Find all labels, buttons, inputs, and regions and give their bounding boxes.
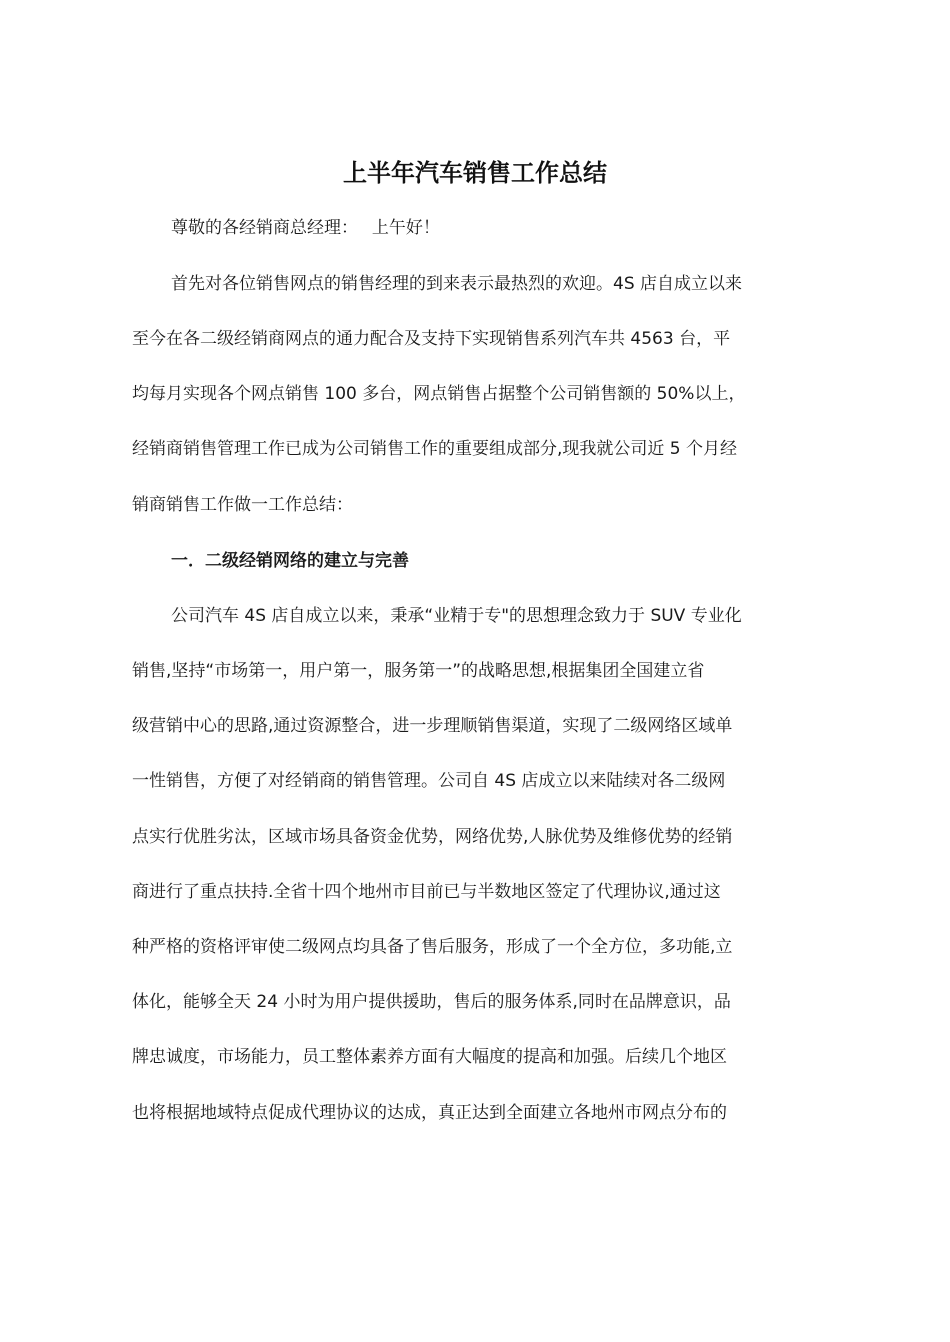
paragraph-line: 至今在各二级经销商网点的通力配合及支持下实现销售系列汽车共 4563 台，平: [132, 329, 731, 349]
paragraph-line: 首先对各位销售网点的销售经理的到来表示最热烈的欢迎。4S 店自成立以来: [171, 274, 743, 294]
paragraph-line: 销售,坚持“市场第一，用户第一，服务第一”的战略思想,根据集团全国建立省: [132, 661, 705, 681]
paragraph-line: 点实行优胜劣汰，区域市场具备资金优势，网络优势,人脉优势及维修优势的经销: [132, 827, 733, 847]
paragraph-line: 一性销售，方便了对经销商的销售管理。公司自 4S 店成立以来陆续对各二级网: [132, 771, 726, 791]
paragraph-line: 经销商销售管理工作已成为公司销售工作的重要组成部分,现我就公司近 5 个月经: [132, 439, 738, 459]
paragraph-line: 种严格的资格评审使二级网点均具备了售后服务，形成了一个全方位，多功能,立: [132, 937, 733, 957]
paragraph-line: 也将根据地域特点促成代理协议的达成，真正达到全面建立各地州市网点分布的: [132, 1103, 727, 1123]
paragraph-line: 销商销售工作做一工作总结：: [132, 495, 353, 515]
paragraph-line: 牌忠诚度，市场能力，员工整体素养方面有大幅度的提高和加强。后续几个地区: [132, 1047, 727, 1067]
document-title: 上半年汽车销售工作总结: [343, 159, 607, 187]
paragraph-line: 级营销中心的思路,通过资源整合，进一步理顺销售渠道，实现了二级网络区域单: [132, 716, 733, 736]
paragraph-line: 均每月实现各个网点销售 100 多台，网点销售占据整个公司销售额的 50%以上，: [132, 384, 746, 404]
greeting-line: 尊敬的各经销商总经理： 上午好！: [171, 218, 440, 238]
section-heading: 一．二级经销网络的建立与完善: [171, 551, 409, 571]
paragraph-line: 公司汽车 4S 店自成立以来，秉承“业精于专"的思想理念致力于 SUV 专业化: [171, 606, 742, 626]
paragraph-line: 体化，能够全天 24 小时为用户提供援助，售后的服务体系,同时在品牌意识，品: [132, 992, 731, 1012]
paragraph-line: 商进行了重点扶持.全省十四个地州市目前已与半数地区签定了代理协议,通过这: [132, 882, 721, 902]
